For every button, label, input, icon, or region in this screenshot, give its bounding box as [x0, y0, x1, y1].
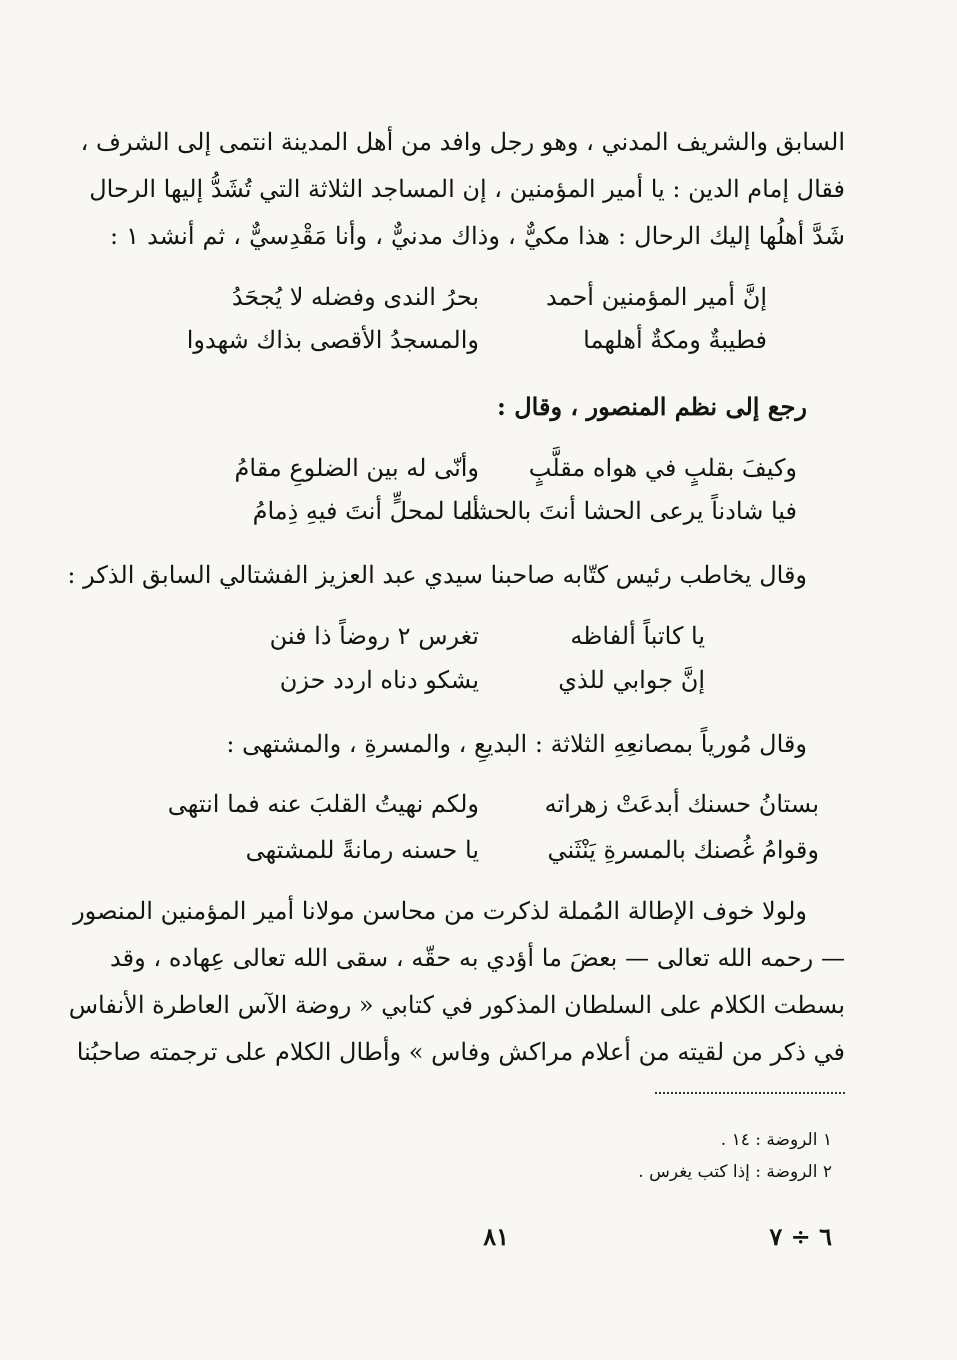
- paragraph2-line-2: — رحمه الله تعالى — بعضَ ما أؤدي به حقّه ، سقى الله تعالى عِهاده ، وقد: [110, 944, 845, 972]
- section-intro-2: رجع إلى نظم المنصور ، وقال :: [497, 392, 807, 421]
- poem1-verse2-right: فطيبةٌ ومكةٌ أهلهما: [583, 326, 767, 354]
- paragraph1-line-2: فقال إمام الدين : يا أمير المؤمنين ، إن المساجد الثلاثة التي تُشَدُّ إليها الرحال: [89, 175, 845, 203]
- poem1-verse1-left: بحرُ الندى وفضله لا يُجحَدُ: [231, 283, 479, 311]
- poem4-verse2-left: يا حسنه رمانةً للمشتهى: [245, 836, 479, 864]
- footnote-2: ٢ الروضة : إذا كتب يغرس .: [638, 1162, 832, 1182]
- poem3-verse2-right: إنَّ جوابي للذي: [558, 666, 705, 694]
- section-intro-3: وقال يخاطب رئيس كتّابه صاحبنا سيدي عبد العزيز الفشتالي السابق الذكر :: [67, 561, 807, 589]
- paragraph2-line-3: بسطت الكلام على السلطان المذكور في كتابي « روضة الآس العاطرة الأنفاس: [68, 991, 845, 1019]
- poem3-verse1-left: تغرس ٢ روضاً ذا فنن: [269, 622, 479, 650]
- poem1-verse2-left: والمسجدُ الأقصى بذاك شهدوا: [186, 326, 479, 354]
- section-intro-4: وقال مُورياً بمصانعِهِ الثلاثة : البديعِ ، والمسرةِ ، والمشتهى :: [226, 730, 807, 758]
- footnote-1: ١ الروضة : ١٤ .: [720, 1130, 832, 1150]
- poem2-verse2-left: أما لمحلٍّ أنتَ فيهِ ذِمامُ: [252, 497, 479, 525]
- poem4-verse2-right: وقوامُ غُصنك بالمسرةِ يَنْثَني: [547, 836, 819, 864]
- poem2-verse2-right: فيا شادناً يرعى الحشا أنتَ بالحشا: [465, 497, 797, 525]
- paragraph1-line-1: السابق والشريف المدني ، وهو رجل وافد من أهل المدينة انتمى إلى الشرف ،: [80, 128, 845, 156]
- poem3-verse1-right: يا كاتباً ألفاظه: [570, 622, 705, 650]
- paragraph2-line-1: ولولا خوف الإطالة المُملة لذكرت من محاسن مولانا أمير المؤمنين المنصور: [73, 897, 807, 925]
- poem1-verse1-right: إنَّ أمير المؤمنين أحمد: [545, 283, 767, 311]
- poem2-verse1-right: وكيفَ بقلبٍ في هواه مقلَّبٍ: [528, 454, 797, 482]
- poem3-verse2-left: يشكو دناه اردد حزن: [279, 666, 479, 694]
- paragraph1-line-3: شَدَّ أهلُها إليك الرحال : هذا مكيٌّ ، وذاك مدنيٌّ ، وأنا مَقْدِسيٌّ ، ثم أنشد ١ :: [110, 222, 846, 250]
- footnote-divider: [655, 1092, 845, 1094]
- signature-mark: ٦ ÷ ٧: [769, 1222, 832, 1251]
- poem4-verse1-left: ولكم نهيتُ القلبَ عنه فما انتهى: [167, 790, 479, 818]
- paragraph2-line-4: في ذكر من لقيته من أعلام مراكش وفاس » وأطال الكلام على ترجمته صاحبُنا: [76, 1038, 845, 1066]
- poem2-verse1-left: وأنّى له بين الضلوعِ مقامُ: [234, 454, 479, 482]
- poem4-verse1-right: بستانُ حسنك أبدعَتْ زهراته: [544, 790, 819, 818]
- page-number: ٨١: [483, 1222, 509, 1251]
